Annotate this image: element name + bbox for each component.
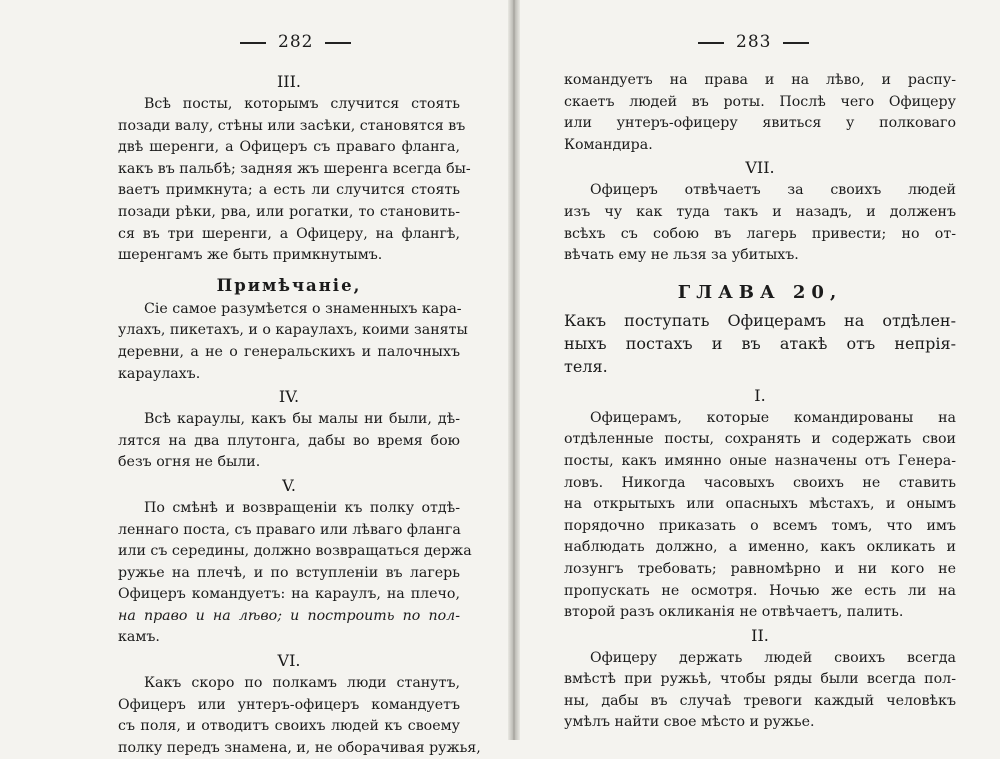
text-line: на открытыхъ или опасныхъ мѣстахъ, и онымъ xyxy=(564,496,956,513)
text-line: шеренгамъ же быть примкнутымъ. xyxy=(118,247,383,264)
text-line: изъ чу как туда такъ и назадъ, и долженъ xyxy=(564,203,956,220)
text-line: наблюдать должно, а именно, какъ окликать и xyxy=(564,539,956,556)
text-line: ся въ три шеренги, а Офицеру, на флангѣ, xyxy=(118,225,460,242)
text-line: съ поля, и отводитъ своихъ людей къ своему xyxy=(118,718,460,735)
right-page-text xyxy=(564,70,956,734)
section-numeral: V. xyxy=(282,475,296,495)
text-line: деревни, а не о генеральскихъ и палочныхъ xyxy=(118,343,460,360)
text-line: караулахъ. xyxy=(118,365,201,382)
text-line: ловъ. Никогда часовыхъ своихъ не ставить xyxy=(564,474,956,491)
text-line: камъ. xyxy=(118,629,160,646)
text-line: позади валу, стѣны или засѣки, становятся въ xyxy=(118,117,466,134)
text-line: или унтеръ-офицеру явиться у полковаго xyxy=(564,115,956,132)
text-line: позади рѣки, рва, или рогатки, то становить- xyxy=(118,203,460,220)
right-page xyxy=(520,0,1000,740)
text-line: вмѣстѣ при ружьѣ, чтобы ряды были всегда пол- xyxy=(564,671,956,688)
text-line: Всѣ посты, которымъ случится стоять xyxy=(144,96,460,112)
text-line: По смѣнѣ и возвращеніи къ полку отдѣ- xyxy=(144,499,460,516)
text-line: всѣхъ съ собою въ лагерь привести; но от- xyxy=(564,225,956,242)
page-number-header-right xyxy=(686,32,821,52)
text-line: Какъ скоро по полкамъ люди станутъ, xyxy=(144,675,460,692)
text-line: двѣ шеренги, а Офицеръ съ праваго фланга, xyxy=(118,139,460,156)
text-line: лятся на два плутонга, дабы во время бою xyxy=(118,432,460,449)
text-line: ны, дабы въ случаѣ тревоги каждый человѣкъ xyxy=(564,692,956,709)
text-line: улахъ, пикетахъ, и о караулахъ, коими заняты xyxy=(118,322,468,339)
text-line: пропускать не осмотря. Ночью же есть ли на xyxy=(564,582,956,599)
text-line: ваетъ примкнута; а есть ли случится стоять xyxy=(118,182,460,199)
chapter-title-line: Какъ поступать Офицерамъ на отдѣлен- xyxy=(564,310,956,330)
page-number: 283 xyxy=(736,32,772,52)
section-numeral: I. xyxy=(754,385,766,405)
chapter-title-line: теля. xyxy=(564,356,608,376)
text-line: или съ середины, должно возвращаться держа xyxy=(118,543,472,560)
chapter-label: ГЛАВА 20, xyxy=(677,281,843,303)
header-dash xyxy=(698,42,724,44)
text-line: посты, какъ имянно оные назначены отъ Генера- xyxy=(564,452,956,469)
text-line: леннаго поста, съ праваго или лѣваго фланга xyxy=(118,521,461,538)
section-numeral: III. xyxy=(276,72,302,91)
text-line: вѣчать ему не льзя за убитыхъ. xyxy=(564,247,799,264)
text-line: Офицеръ отвѣчаетъ за своихъ людей xyxy=(590,182,956,199)
text-line: Командира. xyxy=(564,136,653,153)
text-line: какъ въ пальбѣ; задняя жъ шеренга всегда бы- xyxy=(118,160,471,177)
text-line: ружье на плечѣ, и по вступленіи въ лагерь xyxy=(118,564,460,581)
page-number-header-left xyxy=(228,32,363,52)
text-line: Сіе самое разумѣется о знаменныхъ кара- xyxy=(144,300,462,317)
section-numeral: VI. xyxy=(277,651,301,671)
text-line: Офицерамъ, которые командированы на xyxy=(590,409,956,426)
header-dash xyxy=(783,42,809,44)
left-page-text xyxy=(118,70,481,759)
note-title: Примѣчаніе, xyxy=(216,275,362,295)
text-line: Офицеру держать людей своихъ всегда xyxy=(590,649,956,666)
text-line: командуетъ на права и на лѣво, и распу- xyxy=(564,72,956,88)
book-gutter xyxy=(508,0,520,740)
text-line: Офицеръ командуетъ: на караулъ, на плечо, xyxy=(118,586,460,603)
text-line: лозунгъ требовать; равномѣрно и ни кого не xyxy=(564,560,956,577)
page-number: 282 xyxy=(278,32,314,52)
text-line: на право и на лѣво; и построить по пол- xyxy=(118,607,460,624)
chapter-title-line: ныхъ постахъ и въ атакѣ отъ непрія- xyxy=(564,333,956,353)
text-line: отдѣленные посты, сохранять и содержать свои xyxy=(564,431,956,448)
section-numeral: VII. xyxy=(745,158,775,178)
text-line: умѣлъ найти свое мѣсто и ружье. xyxy=(564,714,815,731)
text-line: второй разъ окликанія не отвѣчаетъ, палить. xyxy=(564,604,904,621)
text-line: порядочно приказать о всемъ томъ, что имъ xyxy=(564,517,956,534)
section-numeral: IV. xyxy=(278,387,300,407)
text-line: Всѣ караулы, какъ бы малы ни были, дѣ- xyxy=(144,411,460,428)
text-line: безъ огня не были. xyxy=(118,454,261,471)
header-dash xyxy=(240,42,266,44)
header-dash xyxy=(325,42,351,44)
text-line: скаетъ людей въ роты. Послѣ чего Офицеру xyxy=(564,93,956,110)
text-line: полку передъ знамена, и, не оборачивая ружья, xyxy=(118,739,481,756)
section-numeral: II. xyxy=(751,625,769,645)
text-line: Офицеръ или унтеръ-офицеръ командуетъ xyxy=(118,696,460,713)
